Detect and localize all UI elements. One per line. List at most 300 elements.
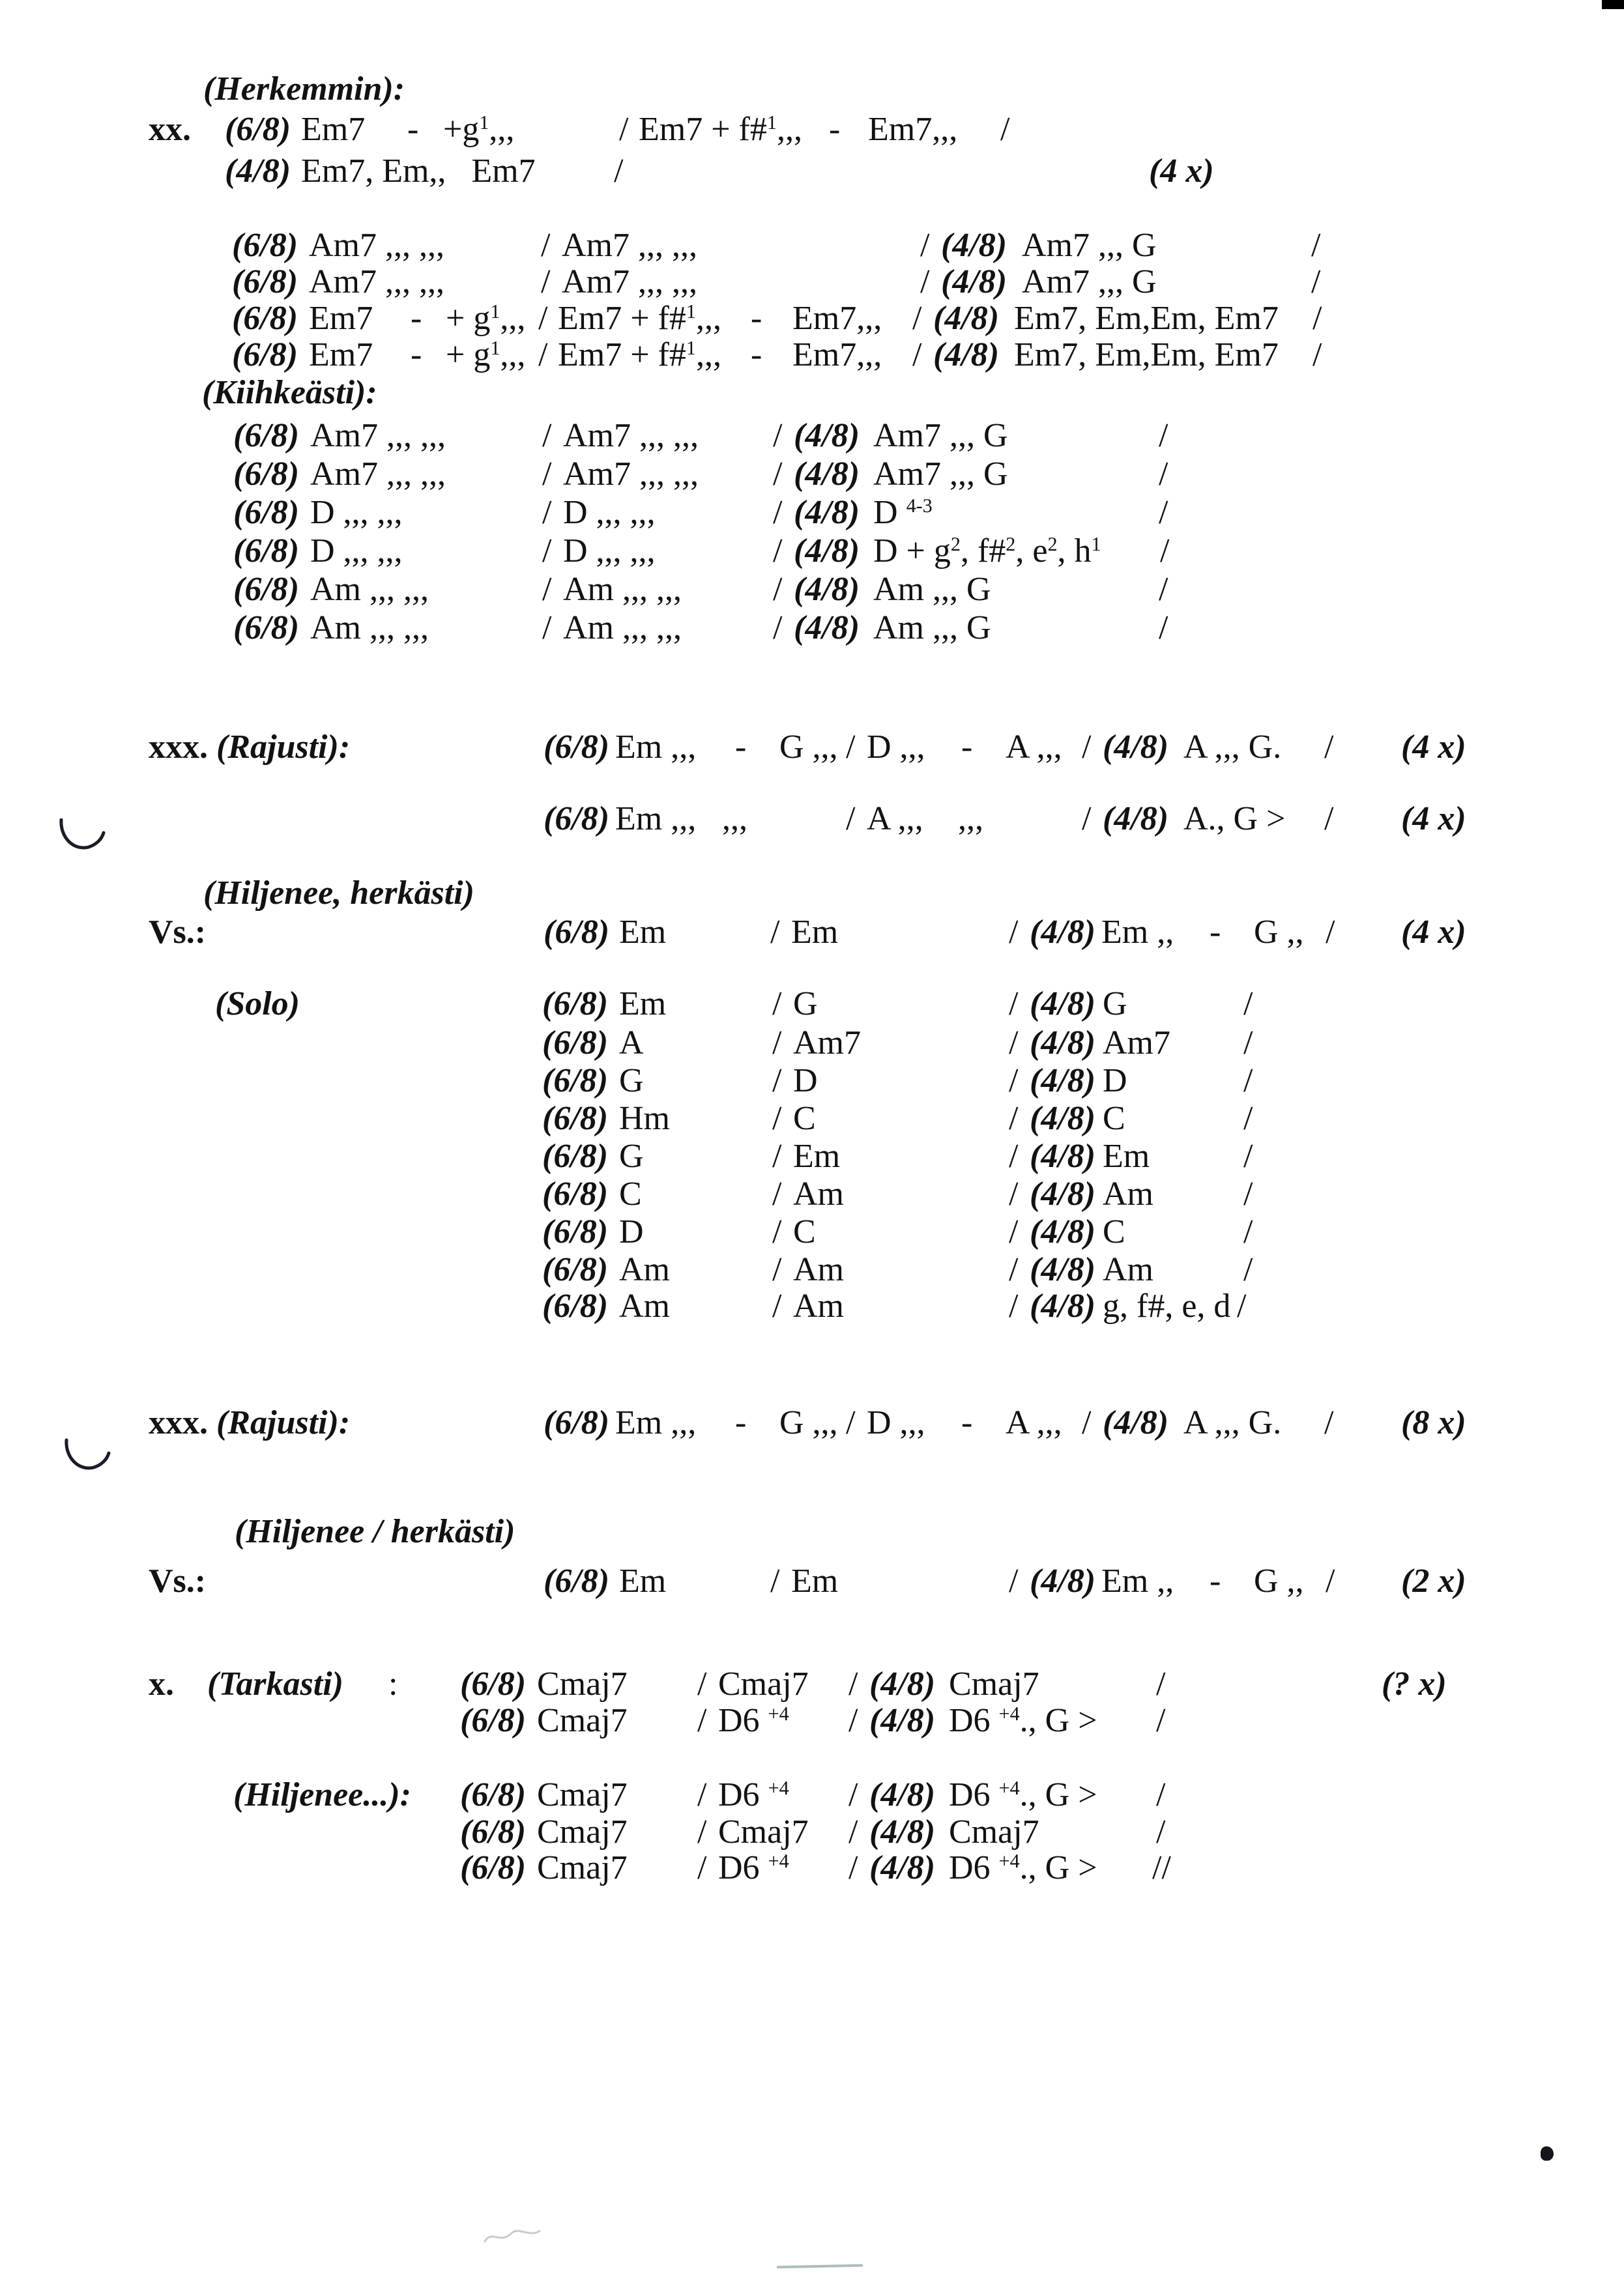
chord-text: + $g^1$,,, <box>446 336 526 373</box>
chord-text: ,,, <box>958 800 983 837</box>
meter-mark: (6/8) <box>542 1100 609 1137</box>
bar-slash: / <box>1009 985 1019 1022</box>
chord-text: Em7,,, <box>868 111 958 148</box>
chord-text: Am <box>619 1288 670 1325</box>
chord-text: Am7 ,,, ,,, <box>309 263 444 300</box>
superscript-figure: 1 <box>686 300 696 323</box>
bar-slash: / <box>614 152 624 190</box>
bar-slash: / <box>1324 728 1334 766</box>
bar-slash: / <box>1009 914 1019 951</box>
chord-text: Am7 ,,, ,,, <box>310 455 446 493</box>
bar-slash: / <box>1311 227 1321 264</box>
chord-text: ,,, <box>722 800 747 837</box>
score-line <box>0 728 1624 771</box>
bar-slash: / <box>697 1702 707 1739</box>
chord-text: - <box>961 728 973 766</box>
bar-slash: / <box>1009 1062 1019 1099</box>
chord-text: Am7 ,,, ,,, <box>310 417 446 454</box>
chord-text: D ,,, <box>867 728 925 766</box>
chord-text: Hm <box>619 1100 670 1137</box>
bar-slash: / <box>697 1776 707 1813</box>
section-label: Vs.: <box>149 1563 207 1600</box>
bar-slash: / <box>920 227 930 264</box>
bar-slash: / <box>697 1813 707 1851</box>
chord-text: Am ,,, G <box>873 571 991 608</box>
chord-text: Em7, Em,Em, Em7 <box>1014 300 1279 337</box>
chord-text: - <box>751 336 762 373</box>
bar-slash: / <box>542 455 552 493</box>
tempo-annotation: (Solo) <box>215 985 300 1022</box>
bar-slash: / <box>1243 985 1253 1022</box>
score-line <box>0 70 1624 113</box>
chord-text: Em <box>619 985 667 1022</box>
chord-text: Cmaj7 <box>718 1665 809 1703</box>
meter-mark: (4/8) <box>869 1665 936 1703</box>
scan-corner-artifact <box>1602 0 1624 9</box>
chord-text: D <box>1103 1062 1127 1099</box>
score-line <box>0 1513 1624 1556</box>
chord-text: D ,,, ,,, <box>563 532 656 570</box>
meter-mark: (6/8) <box>233 455 300 493</box>
chord-text: A ,,, G. <box>1183 728 1282 766</box>
bar-slash: / <box>541 227 551 264</box>
meter-mark: (6/8) <box>542 1138 609 1175</box>
chord-text: - <box>751 300 762 337</box>
score-line <box>0 800 1624 843</box>
chord-text: Am7 <box>1103 1024 1170 1061</box>
bar-slash: / <box>1000 111 1010 148</box>
chord-text: Am7 ,,, ,,, <box>562 263 697 300</box>
bar-slash: / <box>1159 417 1168 454</box>
tempo-annotation: (Kiihkeästi): <box>202 374 377 411</box>
bar-slash: / <box>1312 336 1322 373</box>
superscript-figure: 2 <box>950 533 961 556</box>
chord-text: - <box>735 728 747 766</box>
section-label: x. <box>149 1665 174 1703</box>
superscript-figure: 2 <box>1047 533 1058 556</box>
meter-mark: (4/8) <box>794 609 860 646</box>
meter-mark: (6/8) <box>544 1404 610 1441</box>
meter-mark: (6/8) <box>460 1665 527 1703</box>
score-line <box>0 874 1624 917</box>
meter-mark: (4/8) <box>869 1813 936 1851</box>
chord-text: Am7 <box>793 1024 861 1061</box>
score-line <box>0 336 1624 379</box>
chord-text: Em7, Em,, Em7 <box>301 152 536 190</box>
bar-slash: / <box>1243 1175 1253 1213</box>
section-label: xxx. <box>149 728 208 766</box>
chord-text: D ,,, <box>867 1404 925 1441</box>
bar-slash: / <box>1156 1813 1166 1851</box>
score-line <box>0 1024 1624 1067</box>
chord-text: Em <box>1103 1138 1150 1175</box>
meter-mark: (6/8) <box>544 1563 610 1600</box>
meter-mark: (4/8) <box>1030 1175 1096 1213</box>
bar-slash: / <box>1324 1404 1334 1441</box>
chord-text: Em7 + f#$^1$,,, <box>639 111 802 148</box>
chord-text: Cmaj7 <box>949 1813 1039 1851</box>
bar-slash: / <box>1243 1062 1253 1099</box>
chord-text: Em ,,, <box>615 800 697 837</box>
bar-slash: / <box>541 263 551 300</box>
bar-slash: / <box>542 609 552 646</box>
chord-text: Em7 <box>301 111 366 148</box>
meter-mark: (4/8) <box>1103 728 1169 766</box>
bar-slash: / <box>848 1813 858 1851</box>
chord-text: $D + g^2$, f#$^2$, $e^2$, $h^1$ <box>873 532 1101 570</box>
chord-text: G ,,, <box>779 1404 838 1441</box>
chord-text: C <box>793 1100 816 1137</box>
chord-text: Cmaj7 <box>718 1813 809 1851</box>
chord-text: Em <box>793 1138 841 1175</box>
bar-slash: / <box>772 1138 782 1175</box>
bar-slash: / <box>542 494 552 531</box>
meter-mark: (6/8) <box>232 300 298 337</box>
repeat-count: (4 x) <box>1401 800 1466 837</box>
chord-text: Em <box>791 1563 839 1600</box>
chord-text: G <box>793 985 818 1022</box>
chord-text: - <box>411 336 422 373</box>
superscript-figure: 1 <box>1091 533 1101 556</box>
chord-text: D6 $^{+4}$ <box>718 1776 789 1813</box>
chord-text: - <box>961 1404 973 1441</box>
meter-mark: (4/8) <box>1030 1138 1096 1175</box>
chord-text: Cmaj7 <box>537 1702 628 1739</box>
meter-mark: (6/8) <box>460 1702 527 1739</box>
repeat-count: (4 x) <box>1401 914 1466 951</box>
repeat-count: (4 x) <box>1149 152 1214 190</box>
meter-mark: (6/8) <box>460 1776 527 1813</box>
chord-text: Em <box>791 914 839 951</box>
meter-mark: (6/8) <box>544 914 610 951</box>
chord-text: Em7 + f#$^1$,,, <box>558 336 721 373</box>
chord-text: - <box>411 300 422 337</box>
score-line <box>0 1062 1624 1105</box>
faint-scribble-mark <box>484 2225 541 2247</box>
score-line <box>0 532 1624 575</box>
meter-mark: (6/8) <box>225 111 291 148</box>
chord-text: D6 $^{+4}$ <box>718 1702 789 1739</box>
meter-mark: (4/8) <box>1103 800 1169 837</box>
bar-slash: / <box>846 1404 856 1441</box>
meter-mark: (4/8) <box>794 494 860 531</box>
chord-text: Am <box>793 1251 844 1288</box>
bar-slash: / <box>848 1702 858 1739</box>
superscript-figure: 2 <box>1006 533 1016 556</box>
chord-text: Am7 ,,, G <box>873 455 1008 493</box>
chord-text: Cmaj7 <box>537 1849 628 1886</box>
bar-slash: / <box>1311 263 1321 300</box>
bar-slash: / <box>1156 1776 1166 1813</box>
chord-text: C <box>1103 1213 1125 1250</box>
meter-mark: (4/8) <box>794 417 860 454</box>
chord-text: - <box>829 111 841 148</box>
bar-slash: / <box>1159 494 1168 531</box>
ink-speck <box>1541 2146 1554 2161</box>
chord-text: - <box>1210 1563 1221 1600</box>
faint-bottom-line <box>777 2264 863 2269</box>
chord-text: - <box>407 111 419 148</box>
tempo-annotation: (Hiljenee / herkästi) <box>235 1513 515 1550</box>
chord-text: D ,,, ,,, <box>310 532 403 570</box>
superscript-figure: +4 <box>998 1703 1020 1725</box>
tempo-annotation: (Rajusti): <box>216 728 351 766</box>
superscript-figure: +4 <box>998 1850 1020 1873</box>
bar-slash: / <box>912 300 922 337</box>
chord-text: Am7 ,,, G <box>873 417 1008 454</box>
chord-text: G <box>619 1138 644 1175</box>
score-line <box>0 374 1624 417</box>
chord-text: A ,,, <box>1006 1404 1062 1441</box>
bar-slash: / <box>697 1849 707 1886</box>
bar-slash: / <box>1243 1024 1253 1061</box>
score-line <box>0 1288 1624 1331</box>
chord-text: A ,,, <box>1006 728 1062 766</box>
superscript-figure: +4 <box>768 1777 789 1800</box>
superscript-figure: 1 <box>766 111 777 134</box>
meter-mark: (6/8) <box>233 532 300 570</box>
bar-slash: / <box>1160 532 1170 570</box>
chord-text: Em7, Em,Em, Em7 <box>1014 336 1279 373</box>
meter-mark: (6/8) <box>233 494 300 531</box>
meter-mark: (6/8) <box>542 1062 609 1099</box>
chord-text: D <box>619 1213 644 1250</box>
bar-slash: / <box>772 1213 782 1250</box>
meter-mark: (4/8) <box>941 263 1008 300</box>
meter-mark: (6/8) <box>542 985 609 1022</box>
bar-slash: / <box>846 800 856 837</box>
chord-text: A., G > <box>1183 800 1286 837</box>
meter-mark: (4/8) <box>794 571 860 608</box>
meter-mark: (6/8) <box>233 417 300 454</box>
meter-mark: (4/8) <box>1030 1024 1096 1061</box>
chord-text: Em ,,, <box>615 728 697 766</box>
meter-mark: (6/8) <box>232 227 298 264</box>
meter-mark: (4/8) <box>225 152 291 190</box>
meter-mark: (4/8) <box>794 455 860 493</box>
superscript-figure: +4 <box>998 1777 1020 1800</box>
meter-mark: (6/8) <box>233 609 300 646</box>
chord-text: D6 $^{+4}$ <box>718 1849 789 1886</box>
superscript-figure: 1 <box>686 337 696 360</box>
chord-text: Em7 + f#$^1$,,, <box>558 300 721 337</box>
score-line <box>0 571 1624 614</box>
meter-mark: (4/8) <box>1030 1062 1096 1099</box>
bar-slash: / <box>1082 800 1092 837</box>
bar-slash: / <box>542 571 552 608</box>
meter-mark: (4/8) <box>1030 1563 1096 1600</box>
bar-slash: / <box>1159 455 1168 493</box>
bar-slash: / <box>1082 728 1092 766</box>
chord-text: D6 $^{+4}$., G > <box>949 1849 1097 1886</box>
bar-slash: / <box>848 1665 858 1703</box>
chord-text: D <box>793 1062 818 1099</box>
bar-slash: / <box>912 336 922 373</box>
bar-slash: / <box>1243 1100 1253 1137</box>
bar-slash: / <box>770 914 780 951</box>
chord-text: Am7 ,,, G <box>1022 227 1157 264</box>
chord-text: Am <box>619 1251 670 1288</box>
handwritten-crescent-mark <box>61 1437 113 1474</box>
bar-slash: / <box>773 571 783 608</box>
chord-text: G <box>619 1062 644 1099</box>
chord-text: Am ,,, ,,, <box>310 571 429 608</box>
bar-slash: / <box>1009 1138 1019 1175</box>
meter-mark: (4/8) <box>933 336 1000 373</box>
meter-mark: (4/8) <box>869 1849 936 1886</box>
meter-mark: (4/8) <box>1030 1251 1096 1288</box>
chord-text: D ,,, ,,, <box>563 494 656 531</box>
score-line <box>0 1213 1624 1256</box>
section-label: Vs.: <box>149 914 207 951</box>
chord-text: g, f#, e, d <box>1103 1288 1231 1325</box>
meter-mark: (4/8) <box>933 300 1000 337</box>
meter-mark: (6/8) <box>542 1251 609 1288</box>
bar-slash: / <box>772 1288 782 1325</box>
bar-slash: / <box>1009 1100 1019 1137</box>
bar-slash: / <box>772 1024 782 1061</box>
score-line <box>0 985 1624 1028</box>
bar-slash: / <box>1243 1138 1253 1175</box>
repeat-count: (8 x) <box>1401 1404 1466 1441</box>
chord-text: Em7 <box>309 336 373 373</box>
bar-slash: / <box>1159 571 1168 608</box>
chord-text: Cmaj7 <box>949 1665 1039 1703</box>
meter-mark: (4/8) <box>941 227 1008 264</box>
tempo-annotation: (Hiljenee, herkästi) <box>203 874 474 912</box>
meter-mark: (6/8) <box>544 728 610 766</box>
score-line <box>0 455 1624 498</box>
tempo-annotation: (Tarkasti) <box>207 1665 343 1703</box>
chord-text: + $g^1$,,, <box>446 300 526 337</box>
tempo-annotation: (Hiljenee...): <box>233 1776 411 1813</box>
chord-text: Am7 ,,, ,,, <box>562 227 697 264</box>
bar-slash: / <box>1243 1213 1253 1250</box>
bar-slash: / <box>1156 1665 1166 1703</box>
bar-slash: / <box>1326 914 1335 951</box>
score-line <box>0 914 1624 957</box>
bar-slash: / <box>1082 1404 1092 1441</box>
chord-text: A ,,, <box>867 800 923 837</box>
section-label: xx. <box>149 111 191 148</box>
bar-slash: / <box>1312 300 1322 337</box>
bar-slash: / <box>920 263 930 300</box>
chord-text: Am ,,, ,,, <box>310 609 429 646</box>
bar-slash: / <box>1009 1175 1019 1213</box>
chord-text: Em ,, <box>1101 914 1174 951</box>
score-line <box>0 1702 1624 1745</box>
meter-mark: (6/8) <box>460 1849 527 1886</box>
meter-mark: (6/8) <box>233 571 300 608</box>
meter-mark: (4/8) <box>1030 985 1096 1022</box>
chord-text: Em ,, <box>1101 1563 1174 1600</box>
bar-slash: / <box>697 1665 707 1703</box>
meter-mark: (6/8) <box>232 263 298 300</box>
score-line <box>0 609 1624 652</box>
meter-mark: (6/8) <box>542 1288 609 1325</box>
meter-mark: (6/8) <box>542 1024 609 1061</box>
chord-text: Cmaj7 <box>537 1813 628 1851</box>
score-line <box>0 152 1624 195</box>
bar-slash: / <box>1243 1251 1253 1288</box>
chord-text: D ,,, ,,, <box>310 494 403 531</box>
chord-text: Am <box>1103 1175 1153 1213</box>
chord-text: Am7 ,,, ,,, <box>563 417 699 454</box>
chord-text: Am <box>1103 1251 1153 1288</box>
bar-slash: / <box>1009 1213 1019 1250</box>
bar-slash: / <box>1009 1251 1019 1288</box>
bar-slash: / <box>1009 1024 1019 1061</box>
score-line <box>0 1100 1624 1143</box>
chord-text: D $^{4-3}$ <box>873 494 933 531</box>
meter-mark: (4/8) <box>869 1702 936 1739</box>
chord-text: Em7,,, <box>792 300 882 337</box>
meter-mark: (6/8) <box>542 1175 609 1213</box>
chord-text: Am <box>793 1288 844 1325</box>
bar-slash: / <box>773 494 783 531</box>
bar-slash: / <box>542 532 552 570</box>
bar-slash: / <box>538 336 548 373</box>
bar-slash: / <box>772 1062 782 1099</box>
meter-mark: (6/8) <box>542 1213 609 1250</box>
superscript-figure: +4 <box>768 1850 789 1873</box>
tempo-annotation: (Rajusti): <box>216 1404 351 1441</box>
bar-slash: // <box>1152 1849 1171 1886</box>
meter-mark: (4/8) <box>1103 1404 1169 1441</box>
handwritten-crescent-mark <box>56 818 108 852</box>
bar-slash: / <box>1159 609 1168 646</box>
superscript-figure: 4-3 <box>906 495 933 517</box>
bar-slash: / <box>773 609 783 646</box>
chord-text: Am ,,, ,,, <box>563 571 682 608</box>
bar-slash: / <box>1237 1288 1247 1325</box>
chord-text: D6 $^{+4}$., G > <box>949 1702 1097 1739</box>
score-line <box>0 1563 1624 1606</box>
score-line <box>0 111 1624 154</box>
bar-slash: / <box>772 1175 782 1213</box>
chord-text: G ,, <box>1254 914 1304 951</box>
bar-slash: / <box>848 1776 858 1813</box>
score-line <box>0 1849 1624 1892</box>
bar-slash: / <box>1009 1288 1019 1325</box>
chord-text: Em7 <box>309 300 373 337</box>
chord-text: Am ,,, G <box>873 609 991 646</box>
chord-text: C <box>1103 1100 1125 1137</box>
chord-text: Em ,,, <box>615 1404 697 1441</box>
superscript-figure: +4 <box>768 1703 789 1725</box>
chord-text: G ,,, <box>779 728 838 766</box>
bar-slash: / <box>542 417 552 454</box>
bar-slash: / <box>770 1563 780 1600</box>
score-line <box>0 417 1624 460</box>
bar-slash: / <box>1009 1563 1019 1600</box>
meter-mark: (6/8) <box>460 1813 527 1851</box>
bar-slash: / <box>1156 1702 1166 1739</box>
chord-text: Am ,,, ,,, <box>563 609 682 646</box>
chord-text: C <box>619 1175 642 1213</box>
bar-slash: / <box>773 417 783 454</box>
bar-slash: / <box>1326 1563 1335 1600</box>
chord-text: Cmaj7 <box>537 1665 628 1703</box>
section-label: xxx. <box>149 1404 208 1441</box>
chord-text: - <box>735 1404 747 1441</box>
bar-slash: / <box>538 300 548 337</box>
meter-mark: (4/8) <box>1030 914 1096 951</box>
meter-mark: (6/8) <box>232 336 298 373</box>
chord-text: C <box>793 1213 816 1250</box>
score-line <box>0 1175 1624 1218</box>
repeat-count: (4 x) <box>1401 728 1466 766</box>
